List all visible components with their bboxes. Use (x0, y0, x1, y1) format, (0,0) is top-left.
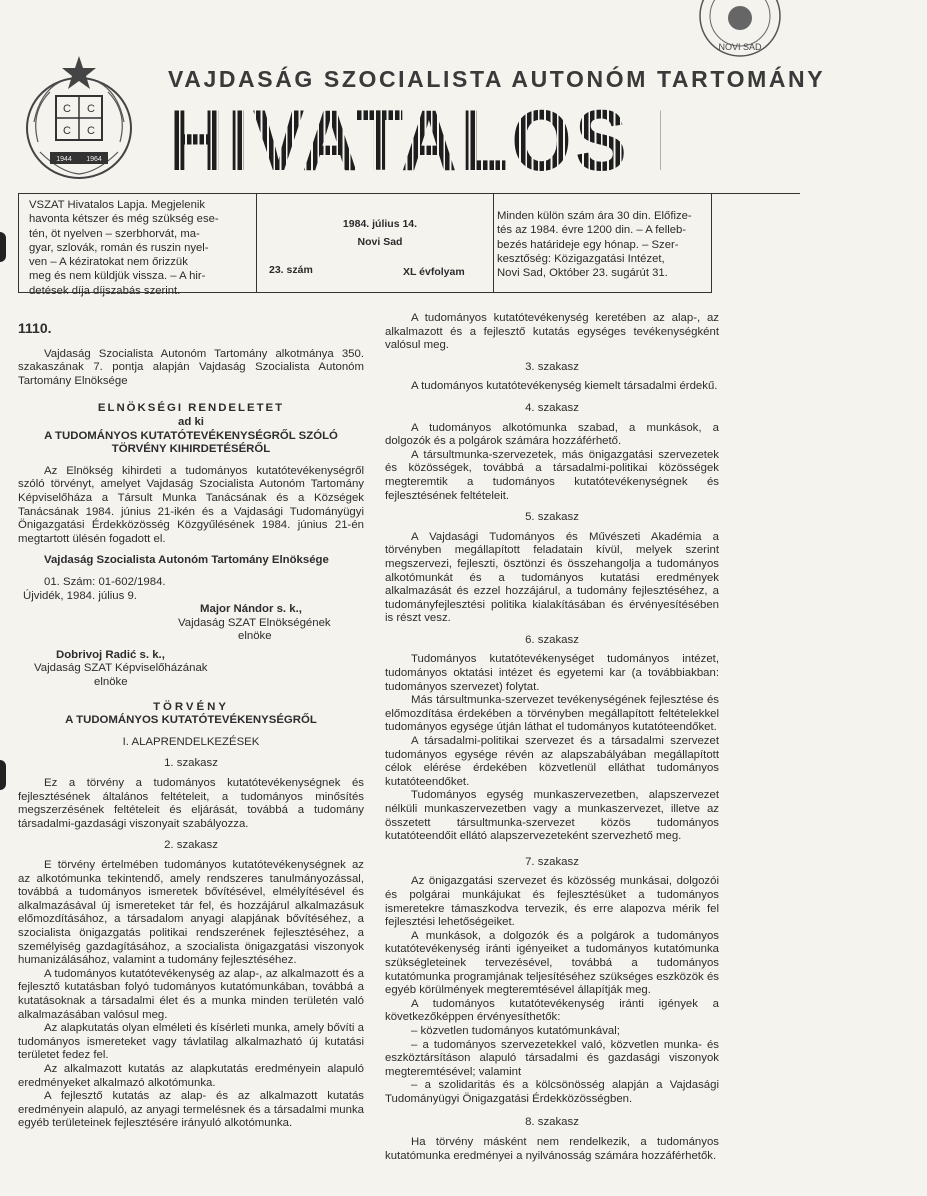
section-6-paragraph: Tudományos kutatótevékenységet tudományos intézet, tudományos oktatási intézet és egyetemi kar (a továbbiakban: tudományos szervezet) folytat. (385, 653, 719, 693)
section-2-heading: 2. szakasz (164, 839, 218, 852)
svg-text:C: C (87, 125, 95, 137)
section-4-heading: 4. szakasz (525, 401, 579, 414)
section-7-bullet: – a szolidaritás és a kölcsönösség alapján a Vajdasági Tudományügyi Önigazgatási Érdekközösségben. (385, 1079, 719, 1105)
section-7-bullet: – közvetlen tudományos kutatómunkával; (411, 1024, 620, 1037)
price-notice: Minden külön szám ára 30 din. Előfize- tés az 1984. évre 1200 din. – A felleb- bezés határideje egy hónap. – Szer- kesztőség: Közigazgatási Intézet, Novi Sad, Október 23. sugárút 31. (497, 210, 692, 280)
signature-block-1: Major Nándor s. k., Vajdaság SZAT Elnökségének elnöke (178, 603, 331, 643)
section-5-heading: 5. szakasz (525, 511, 579, 524)
section-2-paragraph: Az alkalmazott kutatás az alapkutatás eredményein alapuló eredményeket alkalmazó alkotómunka. (18, 1062, 364, 1089)
section-2-paragraph: A fejlesztő kutatás az alap- és az alkalmazott kutatás eredményein alapuló, az anyagi termelésnek és a társadalmi munka egyéb területeinek fejlesztésére irányuló alkotómunka. (18, 1090, 364, 1130)
publisher-supertitle: VAJDASÁG SZOCIALISTA AUTONÓM TARTOMÁNY (168, 66, 826, 92)
header-info-box: VSZAT Hivatalos Lapja. Megjelenik havonta kétszer és még szükség ese- tén, öt nyelven – szerbhorvát, ma- gyar, szlovák, román és ruszin nyel- ven – A kéziratokat nem őrizzük meg és nem küldjük vissza. – A hir- detések díja díjszabás szerint. 1984. július 14. Novi Sad 23. szám XL évfolyam Minden külön szám ára 30 din. Előfize- tés az 1984. évre 1200 din. – A felleb- bezés határideje egy hónap. – Szer- kesztőség: Közigazgatási Intézet, Novi Sad, Október 23. sugárút 31. (18, 193, 712, 293)
section-6-heading: 6. szakasz (525, 633, 579, 646)
section-2-paragraph: A tudományos kutatótevékenység az alap-, az alkalmazott és a fejlesztő kutatásban folyó tudományos kutatómunkában, továbbá a kutatásoknak a társadalmi élet és a munka minden területén való alkalmazásában valósul meg. (18, 967, 364, 1021)
official-stamp (694, 0, 786, 60)
section-7-paragraph: A tudományos kutatótevékenység iránti igények a következőképpen érvényesíthetők: (385, 997, 719, 1024)
decree-heading: A TUDOMÁNYOS KUTATÓTEVÉKENYSÉGRŐL SZÓLÓ TÖRVÉNY KIHIRDETÉSÉRŐL (44, 429, 338, 456)
section-6-paragraph: Más társultmunka-szervezet tevékenységének fejlesztése és előmozdítása érdekében a törvényben megállapított feltételekkel tudományos egysége útján láthat el tudományos kutatóteendőket. (385, 694, 719, 734)
gazette-title: HIVATALOS LAPJA (168, 93, 927, 189)
binding-hole (0, 232, 6, 262)
decree-text: Az Elnökség kihirdeti a tudományos kutatótevékenységről szóló törvényt, amelyet Vajdaság Szocialista Autonóm Tartomány Képviselőháza a Társult Munka Tanácsának és a Községek Tanácsának 1984. június 21-ikén és a Vajdasági Tudományügyi Önigazgatási Érdekközösség Közgyűlésének 1984. június 21-én megtartott ülésén fogadott el. (18, 464, 364, 545)
section-7-bullet: – a tudományos szervezetekkel való, közvetlen munka- és eszköztársításon alapuló társadalmi és gazdasági viszonyok megteremtésével; valamint (385, 1038, 719, 1078)
decree-subtitle: ad ki (178, 415, 204, 428)
section-8-text: Ha törvény másként nem rendelkezik, a tudományos kutatómunka eredményei a nyilvánosság számára hozzáférhetők. (385, 1136, 719, 1162)
section-4-paragraph: A társultmunka-szervezetek, más önigazgatási szervezetek és közösségek, továbbá a társadalmi-politikai közösségek megteremtik a tudományos kutatótevékenységnek és fejlesztésének feltételeit. (385, 448, 719, 502)
binding-hole (0, 760, 6, 790)
emblem-year-1944: 1944 (56, 156, 72, 163)
emblem-year-1964: 1964 (86, 156, 102, 163)
issue-number: 23. szám (269, 264, 313, 276)
section-3-heading: 3. szakasz (525, 360, 579, 373)
section-1-text: Ez a törvény a tudományos kutatótevékenységnek és fejlesztésének általános feltételeit, a tudományos minősítés megszerzésének feltételeit és eljárását, továbbá a tudomány társadalmi-gazdasági viszonyait szabályozza. (18, 777, 364, 830)
left-column (18, 312, 364, 1131)
section-6-paragraph: A társadalmi-politikai szervezet és a társadalmi szervezet tudományos egysége révén az alapszabályában megállapított célok elérése érdekében közvetlenül elláthat tudományos kutatóteendőket. (385, 735, 719, 788)
issue-place: Novi Sad (357, 236, 403, 248)
intro-paragraph: Vajdaság Szocialista Autonóm Tartomány alkotmánya 350. szakaszának 7. pontja alapján Vajdaság Szocialista Autonóm Tartomány Elnöksége (18, 347, 364, 387)
section-6-paragraph: Tudományos egység munkaszervezetben, alapszervezet nélküli munkaszervezetben vagy a munkaszervezet, illetve az összetett társultmunka-szervezet közös tudományos kutatóteendőit ellátó alapszervezeteként szervezhető meg. (385, 789, 719, 843)
section-8-heading: 8. szakasz (525, 1116, 579, 1129)
reference-number: 01. Szám: 01-602/1984. (44, 575, 166, 588)
chapter-heading: I. ALAPRENDELKEZÉSEK (122, 735, 260, 748)
reference-place-date: Újvidék, 1984. július 9. (23, 589, 137, 602)
coat-of-arms-emblem (20, 52, 138, 182)
issue-volume: XL évfolyam (403, 266, 465, 278)
paragraph: A tudományos kutatótevékenység keretében az alap-, az alkalmazott és a fejlesztő kutatás egységes tevékenységként valósul meg. (385, 312, 719, 352)
svg-text:C: C (63, 125, 71, 137)
svg-text:C: C (63, 103, 71, 115)
right-column (385, 312, 719, 1163)
decree-title: ELNÖKSÉGI RENDELETET (97, 402, 285, 415)
law-subtitle: A TUDOMÁNYOS KUTATÓTEVÉKENYSÉGRŐL (65, 714, 317, 727)
svg-text:C: C (87, 103, 95, 115)
section-3-text: A tudományos kutatótevékenység kiemelt társadalmi érdekű. (411, 380, 718, 393)
stamp-text: NOVI SAD (718, 42, 762, 52)
section-7-paragraph: A munkások, a dolgozók és a polgárok a tudományos kutatótevékenység iránti igényeiket a tudományos kutatómunka szükségleteinek tervezésével, továbbá a tudományos kutatómunka programjának teljesítéséhez szükséges eszközök és egyéb körülmények megteremtésével állapítják meg. (385, 929, 719, 997)
publication-notice: VSZAT Hivatalos Lapja. Megjelenik havonta kétszer és még szükség ese- tén, öt nyelven – szerbhorvát, ma- gyar, szlovák, román és ruszin nyel- ven – A kéziratokat nem őrizzük meg és nem küldjük vissza. – A hir- detések díja díjszabás szerint. (29, 199, 219, 297)
section-5-text: A Vajdasági Tudományos és Művészeti Akadémia a törvényben megállapított feladatain kívül, melyek szerint megszervezi, fejleszti, ösztönzi és összehangolja a tudományos alkotómunkát és a tudományos kutatási eredmények alkalmazását és ezzel hozzájárul, a tudomány fejlesztéséhez, a tudományfejlesztési politika kialakításában és érvényesítésében is részt vesz. (385, 530, 719, 625)
item-number: 1110. (18, 320, 52, 336)
section-1-heading: 1. szakasz (164, 757, 218, 770)
section-2-paragraph: Az alapkutatás olyan elméleti és kísérleti munka, amely bővíti a tudományos ismereteket vagy távlatilag alkalmazható új kutatási területet fedez fel. (18, 1022, 364, 1062)
section-7-paragraph: Az önigazgatási szervezet és közösség munkásai, dolgozói és polgárai munkájukat és fejlesztésüket a tudományos ismeretekre támaszkodva tervezik, és erre alapozva mérik fel fejlesztési lehetőségeiket. (385, 875, 719, 929)
signature-block-2: Dobrivoj Radić s. k., Vajdaság SZAT Képviselőházának elnöke (34, 648, 208, 689)
section-7-heading: 7. szakasz (525, 855, 579, 868)
section-4-paragraph: A tudományos alkotómunka szabad, a munkások, a dolgozók és a polgárok számára hozzáférhető. (385, 421, 719, 448)
presidency-line: Vajdaság Szocialista Autonóm Tartomány Elnöksége (44, 554, 329, 567)
section-2-paragraph: E törvény értelmében tudományos kutatótevékenységnek az az alkotómunka tekintendő, amely rendszeres tanulmányozással, továbbá a tudományos ismeretek bővítésével, elmélyítésével és alkalmazásával új ismereteket tár fel, és hozzájárul alkalmazásuk előmozdításához, a társadalom anyagi alapjának bővítéséhez, a szocialista önigazgatás politikai rendszerének fejlesztéséhez, a személyiség gazdagításához, a szocialista önigazgatási viszonyok humanizálásához, valamint a tudomány fejlesztéséhez. (18, 859, 364, 967)
law-title: TÖRVÉNY (153, 700, 229, 713)
